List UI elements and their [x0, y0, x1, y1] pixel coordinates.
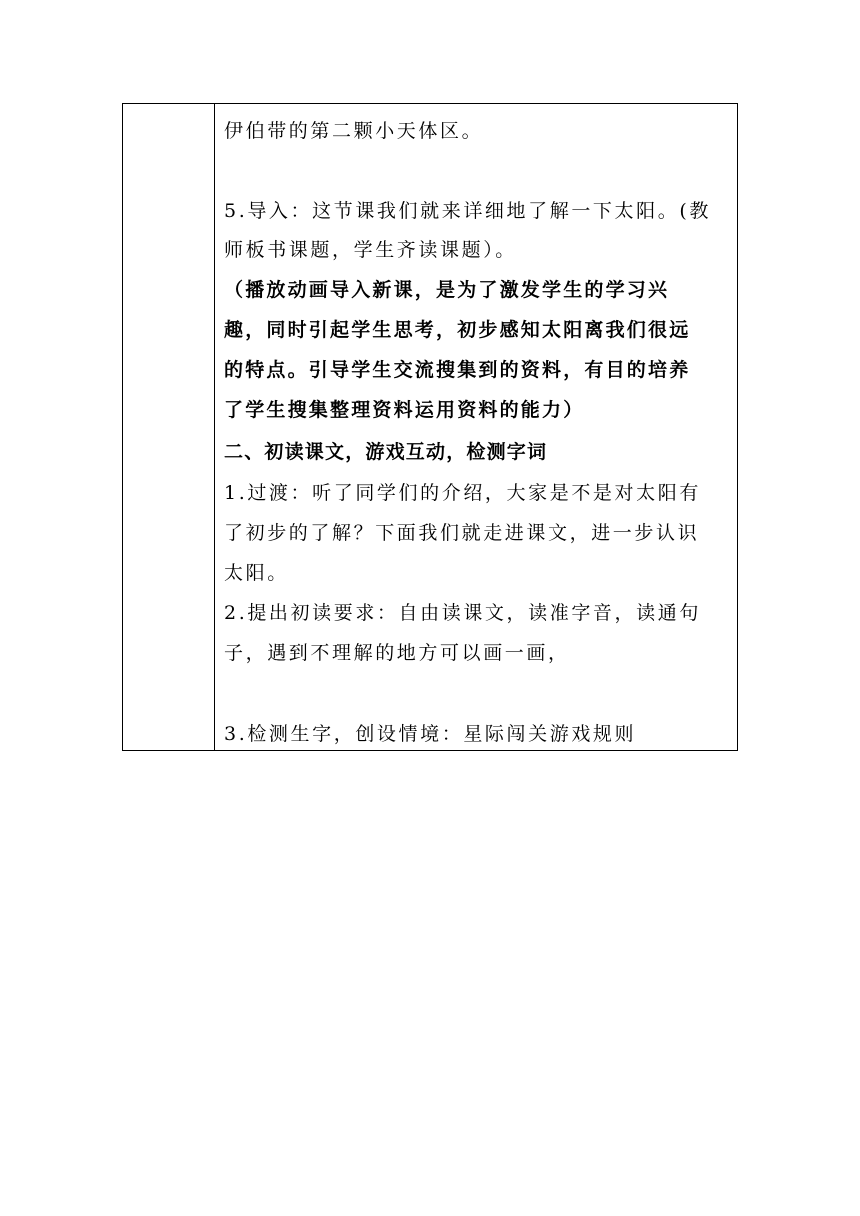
text-line-bold: 趣，同时引起学生思考，初步感知太阳离我们很远 — [224, 319, 691, 341]
lesson-plan-table — [122, 103, 738, 751]
text-line-bold: 了学生搜集整理资料运用资料的能力） — [224, 399, 585, 421]
section-heading: 二、初读课文，游戏互动，检测字词 — [224, 441, 548, 463]
text-line-bold: （播放动画导入新课，是为了激发学生的学习兴 — [224, 279, 670, 301]
text-line: 太阳。 — [224, 562, 289, 584]
text-line: 1.过渡：听了同学们的介绍，大家是不是对太阳有 — [224, 482, 701, 504]
text-line: 伊伯带的第二颗小天体区。 — [224, 120, 484, 142]
text-line: 5.导入：这节课我们就来详细地了解一下太阳。(教 — [224, 200, 711, 222]
table-left-column — [123, 104, 215, 750]
text-line: 师板书课题，学生齐读课题）。 — [224, 239, 517, 261]
text-line: 了初步的了解？下面我们就走进课文，进一步认识 — [224, 522, 700, 544]
text-line: 子，遇到不理解的地方可以画一画， — [224, 642, 570, 664]
table-right-column — [215, 104, 737, 750]
text-line: 2.提出初读要求：自由读课文，读准字音，读通句 — [224, 602, 701, 624]
text-line: 3.检测生字，创设情境：星际闯关游戏规则 — [224, 723, 637, 745]
text-line-bold: 的特点。引导学生交流搜集到的资料，有目的培养 — [224, 359, 691, 381]
